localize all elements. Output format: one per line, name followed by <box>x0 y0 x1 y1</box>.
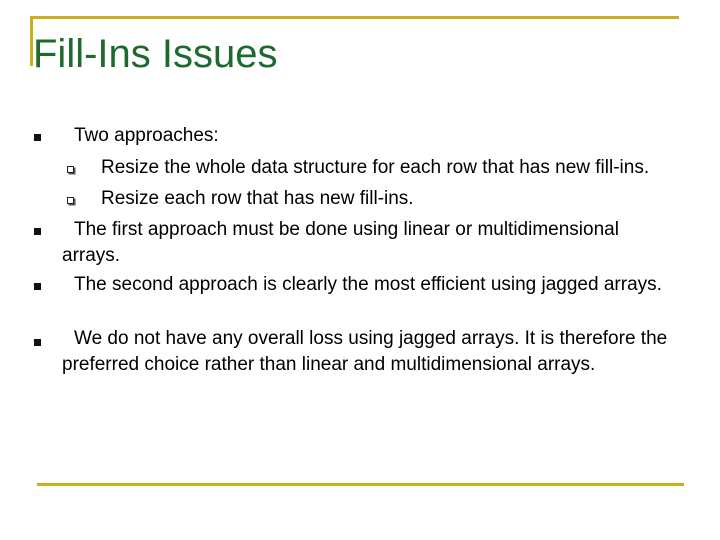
bullet-text: The first approach must be done using linear or multidimensional arrays. <box>62 219 619 266</box>
slide-title: Fill-Ins Issues <box>33 32 278 76</box>
sub-bullet-text: Resize each row that has new fill-ins. <box>101 188 414 209</box>
sub-bullet-text: Resize the whole data structure for each row that has new fill-ins. <box>101 157 650 178</box>
filled-square-bullet-icon <box>34 228 41 235</box>
footer-rule <box>37 483 684 486</box>
bullet-text: We do not have any overall loss using jagged arrays. It is therefore the preferred choice rather than linear and multidimensional arrays. <box>62 328 668 375</box>
filled-square-bullet-icon <box>34 134 41 141</box>
filled-square-bullet-icon <box>34 339 41 346</box>
hollow-square-bullet-icon <box>67 166 74 173</box>
title-frame-top-rule <box>30 16 679 19</box>
bullet-text: Two approaches: <box>74 125 219 146</box>
bullet-text: The second approach is clearly the most efficient using jagged arrays. <box>74 274 662 295</box>
hollow-square-bullet-icon <box>67 197 74 204</box>
filled-square-bullet-icon <box>34 283 41 290</box>
